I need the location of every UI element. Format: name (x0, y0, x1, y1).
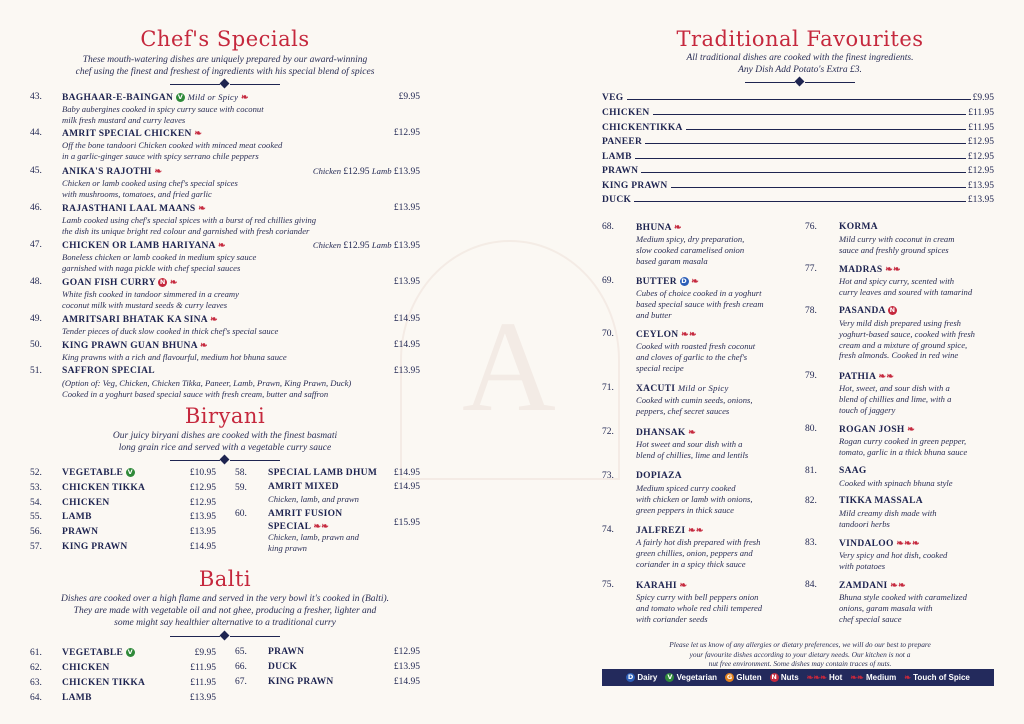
item-number: 81. (805, 466, 817, 476)
item-name: CHICKEN (62, 663, 110, 673)
chili-icon: ❧ (673, 222, 682, 232)
item-number: 59. (235, 483, 247, 493)
divider (170, 632, 280, 640)
item-number: 69. (602, 276, 614, 286)
item-name: ANIKA'S RAJOTHI ❧ (62, 166, 163, 177)
item-name: MADRAS ❧❧ (839, 264, 901, 275)
dietary-legend (602, 669, 994, 686)
item-name: LAMB (62, 693, 92, 703)
item-price: £14.95 (189, 542, 216, 552)
item-description: Tender pieces of duck slow cooked in thick chef's special sauce (62, 326, 279, 336)
item-price: £9.95 (398, 92, 420, 102)
chili-icon: ❧❧ (688, 525, 704, 535)
item-description: Cubes of choice cooked in a yoghurt based special sauce with fresh cream and butter (636, 288, 764, 320)
item-description: Cooked with roasted fresh coconut and cloves of garlic to the chef's special recipe (636, 341, 756, 373)
item-price: £11.95 (190, 678, 216, 688)
legend-medium: ❧❧ Medium (850, 673, 897, 682)
item-name: PASANDA N (839, 306, 896, 316)
chili-icon: ❧❧❧ (896, 538, 920, 548)
traditional-intro: All traditional dishes are cooked with the finest ingredients. Any Dish Add Potato's Extra £3. (686, 53, 914, 75)
item-name: SAFFRON SPECIAL (62, 366, 155, 376)
legend-hot: ❧❧❧ Hot (806, 673, 843, 682)
item-number: 67. (235, 677, 247, 687)
item-description: Medium spicy, dry preparation, slow cooked caramelised onion based garam masala (636, 234, 745, 266)
allergy-note: Please let us know of any allergies or dietary preferences, we will do our best to prepare your favourite dishes according to your dietary needs. Our kitchen is not a nut free environment. Some dishes may contain traces of nuts. (669, 640, 931, 668)
item-description: Off the bone tandoori Chicken cooked with minced meat cooked in a garlic-ginger sauce with spicy serrano chile peppers (62, 140, 283, 161)
item-name: PATHIA ❧❧ (839, 371, 895, 382)
item-number: 73. (602, 471, 614, 481)
base-price-row: PANEER £12.95 (602, 137, 994, 147)
item-number: 58. (235, 468, 247, 478)
item-name: SPECIAL LAMB DHUM (268, 468, 378, 478)
item-number: 51. (30, 366, 42, 376)
item-number: 61. (30, 648, 42, 658)
chili-icon: ❧ (169, 277, 178, 287)
item-name: CEYLON ❧❧ (636, 329, 697, 340)
item-price: £13.95 (393, 366, 420, 376)
item-price: £12.95 (189, 483, 216, 493)
item-name: CHICKEN OR LAMB HARIYANA ❧ (62, 240, 226, 251)
item-number: 45. (30, 166, 42, 176)
item-number: 83. (805, 538, 817, 548)
item-price: £13.95 (189, 512, 216, 522)
item-name: KARAHI ❧ (636, 580, 688, 591)
item-name: CHICKEN TIKKA (62, 483, 146, 493)
item-name: AMRIT FUSION SPECIAL ❧❧ (268, 509, 343, 532)
item-number: 47. (30, 240, 42, 250)
item-number: 66. (235, 662, 247, 672)
item-name: TIKKA MASSALA (839, 496, 923, 506)
item-number: 72. (602, 427, 614, 437)
item-price: £14.95 (393, 677, 420, 687)
item-price: £14.95 (393, 340, 420, 350)
item-name: LAMB (62, 512, 92, 522)
item-description: Cooked with cumin seeds, onions, peppers, chef secret sauces (636, 395, 753, 416)
item-price: £12.95 (393, 128, 420, 138)
item-price: £13.95 (189, 693, 216, 703)
item-price: £12.95 (189, 498, 216, 508)
balti-intro: Dishes are cooked over a high flame and served in the very bowl it's cooked in (Balti). They are made with vegetable oil and not ghee, producing a fresher, lighter and some might say healthier alternative to a traditional curry (60, 594, 390, 628)
chili-icon: ❧ (907, 424, 916, 434)
item-name: KING PRAWN (62, 542, 128, 552)
item-number: 79. (805, 371, 817, 381)
chefs-intro: These mouth-watering dishes are uniquely prepared by our award-winning chef using the finest and freshest of ingredients with his special blend of spices (75, 55, 375, 77)
item-number: 68. (602, 222, 614, 232)
item-name: CHICKEN TIKKA (62, 678, 146, 688)
item-number: 49. (30, 314, 42, 324)
item-number: 54. (30, 498, 42, 508)
item-number: 56. (30, 527, 42, 537)
base-price-row: KING PRAWN £13.95 (602, 181, 994, 191)
nuts-icon: N (159, 278, 166, 286)
chefs-specials-title: Chef's Specials (140, 27, 310, 51)
item-price: Chicken £12.95 Lamb £13.95 (312, 166, 420, 177)
item-number: 82. (805, 496, 817, 506)
vegetarian-icon: V (177, 93, 184, 101)
chili-icon: ❧ (218, 240, 226, 250)
item-number: 65. (235, 647, 247, 657)
item-description: Rogan curry cooked in green pepper, tomato, garlic in a thick bhuna sauce (839, 436, 968, 457)
item-name: DUCK (268, 662, 298, 672)
divider (745, 78, 855, 86)
item-name: AMRIT MIXED (268, 482, 339, 492)
item-description: King prawns with a rich and flavourful, medium hot bhuna sauce (62, 352, 287, 362)
chili-icon: ❧ (691, 276, 700, 286)
item-price: £11.95 (190, 663, 216, 673)
item-number: 74. (602, 525, 614, 535)
item-description: Very mild dish prepared using fresh yoghurt-based sauce, cooked with fresh cream and a mixture of ground spice, fresh almonds. Cooked in red wine (839, 318, 975, 361)
item-number: 50. (30, 340, 42, 350)
base-price-row: PRAWN £12.95 (602, 166, 994, 176)
item-description: Lamb cooked using chef's special spices with a burst of red chillies giving the dish its unique bright red colour and garnished with fresh coriander (62, 215, 317, 236)
item-number: 76. (805, 222, 817, 232)
item-number: 71. (602, 383, 614, 393)
item-name: JALFREZI ❧❧ (636, 525, 704, 536)
base-price-row: DUCK £13.95 (602, 195, 994, 205)
nuts-icon: N (771, 673, 777, 681)
traditional-favourites-title: Traditional Favourites (676, 27, 924, 51)
item-number: 75. (602, 580, 614, 590)
item-number: 64. (30, 693, 42, 703)
chili-icon: ❧❧ (850, 673, 864, 682)
chili-icon: ❧ (688, 427, 697, 437)
vegetarian-icon: V (127, 648, 133, 656)
item-name: RAJASTHANI LAAL MAANS ❧ (62, 203, 207, 214)
chili-icon: ❧ (154, 166, 163, 176)
item-description: Hot, sweet, and sour dish with a blend of chillies and lime, with a touch of jaggery (839, 383, 952, 415)
item-description: Spicy curry with bell peppers onion and tomato whole red chili tempered with coriander seeds (636, 592, 763, 624)
item-description: Chicken, lamb, and prawn (268, 494, 359, 504)
item-number: 84. (805, 580, 817, 590)
base-price-row: CHICKEN £11.95 (602, 108, 994, 118)
item-name: BUTTER D ❧ (636, 276, 700, 287)
item-name: AMRIT SPECIAL CHICKEN ❧ (62, 128, 203, 139)
chili-icon: ❧ (679, 580, 688, 590)
balti-title: Balti (198, 567, 252, 591)
dairy-icon: D (627, 673, 634, 681)
item-price: £14.95 (393, 482, 420, 492)
item-description: Boneless chicken or lamb cooked in medium spicy sauce garnished with naga pickle with chef special sauces (62, 252, 257, 273)
chili-icon: ❧❧ (890, 580, 906, 590)
item-price: £9.95 (194, 648, 216, 658)
item-description: (Option of: Veg, Chicken, Chicken Tikka, Paneer, Lamb, Prawn, King Prawn, Duck) Cooked in a yoghurt based special sauce with fresh cream, butter and saffron (62, 378, 352, 399)
vegetarian-icon: V (667, 673, 673, 681)
item-number: 77. (805, 264, 817, 274)
item-description: Mild curry with coconut in cream sauce and freshly ground spices (839, 234, 955, 255)
item-price: £14.95 (393, 468, 420, 478)
item-number: 43. (30, 92, 42, 102)
legend-gluten: G Gluten (726, 673, 762, 682)
base-price-row: LAMB £12.95 (602, 152, 994, 162)
item-description: White fish cooked in tandoor simmered in a creamy coconut milk with mustard seeds & curry leaves (62, 289, 239, 310)
item-name: KORMA (839, 222, 878, 232)
item-name: GOAN FISH CURRY N ❧ (62, 277, 178, 288)
item-description: Chicken, lamb, prawn and king prawn (268, 532, 359, 553)
legend-nuts: N Nuts (771, 673, 799, 682)
chili-icon: ❧❧ (681, 329, 697, 339)
chili-icon: ❧ (194, 128, 203, 138)
base-price-row: CHICKENTIKKA £11.95 (602, 123, 994, 133)
item-price: £10.95 (189, 468, 216, 478)
item-name: PRAWN (62, 527, 99, 537)
item-price: £13.95 (393, 203, 420, 213)
item-name: VEGETABLE V (62, 468, 133, 478)
item-number: 63. (30, 678, 42, 688)
item-name: VINDALOO ❧❧❧ (839, 538, 920, 549)
item-description: Mild creamy dish made with tandoori herbs (839, 508, 937, 529)
item-number: 55. (30, 512, 42, 522)
item-name: BAGHAAR-E-BAINGAN V Mild or Spicy ❧ (62, 92, 249, 103)
item-number: 53. (30, 483, 42, 493)
item-description: A fairly hot dish prepared with fresh green chillies, onion, peppers and coriander in a spicy thick sauce (636, 537, 761, 569)
watermark-logo: A (400, 240, 620, 480)
base-price-row: VEG £9.95 (602, 93, 994, 103)
item-description: Medium spiced curry cooked with chicken or lamb with onions, green peppers in thick sauce (636, 483, 753, 515)
item-description: Baby aubergines cooked in spicy curry sauce with coconut milk fresh mustard and curry leaves (62, 104, 264, 125)
item-number: 60. (235, 509, 247, 519)
item-description: Cooked with spinach bhuna style (839, 478, 953, 488)
nuts-icon: N (889, 306, 896, 314)
item-name: BHUNA ❧ (636, 222, 682, 233)
divider (170, 456, 280, 464)
biryani-title: Biryani (184, 404, 266, 428)
item-name: ROGAN JOSH ❧ (839, 424, 916, 435)
chili-icon: ❧ (200, 340, 208, 350)
item-number: 57. (30, 542, 42, 552)
chili-icon: ❧❧ (885, 264, 901, 274)
item-name: DOPIAZA (636, 471, 682, 481)
item-name: VEGETABLE V (62, 648, 133, 658)
item-description: Chicken or lamb cooked using chef's special spices with mushrooms, tomatoes, and fried garlic (62, 178, 238, 199)
item-name: ZAMDANI ❧❧ (839, 580, 906, 591)
chili-icon: ❧❧❧ (806, 673, 827, 682)
item-number: 78. (805, 306, 817, 316)
item-price: £15.95 (393, 518, 420, 528)
dairy-icon: D (681, 277, 687, 285)
item-description: Very spicy and hot dish, cooked with potatoes (839, 550, 948, 571)
legend-vegetarian: V Vegetarian (667, 673, 718, 682)
legend-dairy: D Dairy (627, 673, 658, 682)
item-number: 46. (30, 203, 42, 213)
item-number: 52. (30, 468, 42, 478)
item-name: KING PRAWN GUAN BHUNA ❧ (62, 340, 208, 351)
gluten-icon: G (726, 673, 733, 681)
item-name: PRAWN (268, 647, 305, 657)
item-name: SAAG (839, 466, 867, 476)
item-number: 62. (30, 663, 42, 673)
item-price: £13.95 (393, 662, 420, 672)
item-price: Chicken £12.95 Lamb £13.95 (312, 240, 420, 251)
chili-icon: ❧ (210, 314, 218, 324)
item-name: KING PRAWN (268, 677, 334, 687)
chili-icon: ❧ (240, 92, 249, 102)
item-price: £13.95 (189, 527, 216, 537)
item-name: AMRITSARI BHATAK KA SINA ❧ (62, 314, 218, 325)
chili-icon: ❧❧ (878, 371, 895, 381)
biryani-intro: Our juicy biryani dishes are cooked with the finest basmati long grain rice and served with a vegetable curry sauce (112, 431, 338, 453)
item-price: £12.95 (393, 647, 420, 657)
item-description: Bhuna style cooked with caramelized onions, garam masala with chef special sauce (839, 592, 967, 624)
item-number: 44. (30, 128, 42, 138)
item-price: £13.95 (393, 277, 420, 287)
item-name: XACUTI Mild or Spicy (636, 383, 729, 394)
chili-icon: ❧ (198, 203, 207, 213)
vegetarian-icon: V (127, 468, 133, 476)
item-description: Hot sweet and sour dish with a blend of chillies, lime and lentils (636, 439, 749, 460)
chili-icon: ❧❧ (313, 521, 330, 531)
chili-icon: ❧ (904, 673, 911, 682)
item-description: Hot and spicy curry, scented with curry leaves and soured with tamarind (839, 276, 973, 297)
item-number: 48. (30, 277, 42, 287)
item-name: CHICKEN (62, 498, 110, 508)
legend-touch: ❧ Touch of Spice (904, 673, 970, 682)
divider (170, 80, 280, 88)
item-number: 70. (602, 329, 614, 339)
item-name: DHANSAK ❧ (636, 427, 697, 438)
item-price: £14.95 (393, 314, 420, 324)
item-number: 80. (805, 424, 817, 434)
